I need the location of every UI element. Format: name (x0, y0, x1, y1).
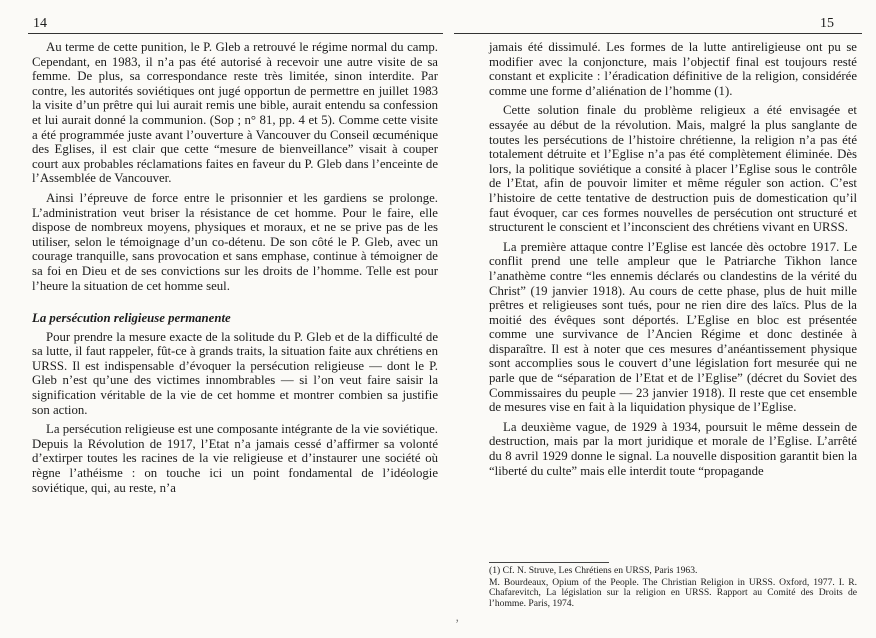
paragraph: La persécution religieuse est une composante intégrante de la vie soviétique. Depuis la Révolution de 1917, l’Etat n’a jamais cessé d’affirmer sa volonté d’extirper toutes les racines de la vie religieuse et d’instaurer une société où règne l’athéisme : on touche ici un point fondamental de l’idéologie soviétique, qui, au reste, n’a (32, 422, 438, 495)
right-column (489, 40, 857, 483)
footnotes (489, 566, 857, 610)
page-number-right: 15 (820, 16, 834, 31)
footnote: M. Bourdeaux, Opium of the People. The Christian Religion in URSS. Oxford, 1977. I. R. Chafarevitch, La législation sur la religion en URSS. Rapport au Comité des Droits de l’homme. Paris, 1974. (489, 576, 857, 609)
left-column (32, 40, 438, 500)
footnote-rule (489, 562, 609, 563)
paragraph: jamais été dissimulé. Les formes de la lutte antireligieuse ont pu se modifier avec la conjoncture, mais l’objectif final est toujours resté constant et explicite : l’éradication définitive de la religion, considérée comme une forme d’aliénation de l’homme (1). (489, 40, 857, 98)
paragraph: La deuxième vague, de 1929 à 1934, poursuit le même dessein de destruction, mais par la mort juridique et morale de l’Eglise. L’arrêté du 8 avril 1929 donne le signal. La nouvelle disposition garantit bien la “liberté du culte” mais elle interdit toute “propagande (489, 419, 857, 478)
paragraph: Ainsi l’épreuve de force entre le prisonnier et les gardiens se prolonge. L’administration veut briser la résistance de cet homme. Pour le faire, elle dispose de nombreux moyens, physiques et moraux, et ne se prive pas de les utiliser, selon le témoignage d’un co-détenu. De son côté le P. Gleb, avec un courage tranquille, sans provocation et sans emphase, continue à témoigner de sa foi en Dieu et de ses convictions sur les droits de l’homme. Telle est pour l’heure la situation de cet homme seul. (32, 190, 438, 293)
page-number-left: 14 (33, 16, 47, 31)
header-rule-left (28, 33, 443, 34)
paragraph: Cette solution finale du problème religieux a été envisagée et essayée au début de la révolution. Mais, malgré la plus sanglante de toutes les persécutions de l’histoire chrétienne, la religion n’a pas été totalement détruite et l’Eglise n’a pas été complètement éliminée. Dès lors, la politique soviétique a consité à placer l’Eglise sous le contrôle de l’Etat, afin de pouvoir limiter et même réguler son action. C’est l’histoire de cette tentative de destruction puis de domestication qu’il faut évoquer, car ces formes nouvelles de persécution ont structuré et structurent le conscient et l’inconscient des chrétiens vivant en URSS. (489, 103, 857, 235)
section-heading: La persécution religieuse permanente (32, 311, 231, 326)
header-rule-right (454, 33, 862, 34)
footnote: (1) Cf. N. Struve, Les Chrétiens en URSS, Paris 1963. (489, 565, 698, 576)
paragraph: La première attaque contre l’Eglise est lancée dès octobre 1917. Le conflit prend une telle ampleur que le Patriarche Tikhon lance l’anathème contre “les ennemis déclarés ou clandestins de la vérité du Christ” (19 janvier 1918). Au cours de cette phase, plus de huit mille prêtres et religieuses sont tués, pour ne rien dire des laïcs. Plus de la moitié des évêques sont déportés. L’Eglise en bloc est présentée comme une survivance de l’Ancien Régime et donc destinée à disparaître. Il est à noter que ces mesures d’anéantissement physique sont accomplies sous le couvert d’une législation fort mesurée qui ne parle que de “séparation de l’Etat et de l’Eglise” (décret du Soviet des Commissaires du peuple — 23 janvier 1918). Il reste que cet ensemble de mesures vise en fait à la liquidation physique de l’Eglise. (489, 239, 857, 415)
paragraph: Au terme de cette punition, le P. Gleb a retrouvé le régime normal du camp. Cependant, en 1983, il n’a pas été autorisé à recevoir une autre visite de sa femme. De plus, sa correspondance reste très limitée, sinon interdite. Par contre, les autorités soviétiques ont jugé opportun de permettre en juillet 1983 la visite d’un prêtre qui lui aurait remis une bible, aurait entendu sa confession et lui aurait donné la communion. (Sop ; n° 81, pp. 4 et 5). Comme cette visite a été programmée juste avant l’ouverture à Vancouver du Conseil œcuménique des Eglises, il est clair que cette “mesure de bienveillance” visait à couper court aux probables réclamations faites en faveur du P. Gleb dans l’enceinte de l’Assemblée de Vancouver. (32, 40, 438, 186)
paragraph: Pour prendre la mesure exacte de la solitude du P. Gleb et de la difficulté de sa lutte, il faut rappeler, fût-ce à grands traits, la situation faite aux chrétiens en URSS. Il est indispensable d’évoquer la persécution religieuse — dont le P. Gleb n’est qu’une des victimes innombrables — si l’on veut faire saisir la signification véritable de la vie de cet homme et montrer combien sa justifie son action. (32, 329, 438, 417)
gutter-mark: ʼ (455, 616, 460, 631)
